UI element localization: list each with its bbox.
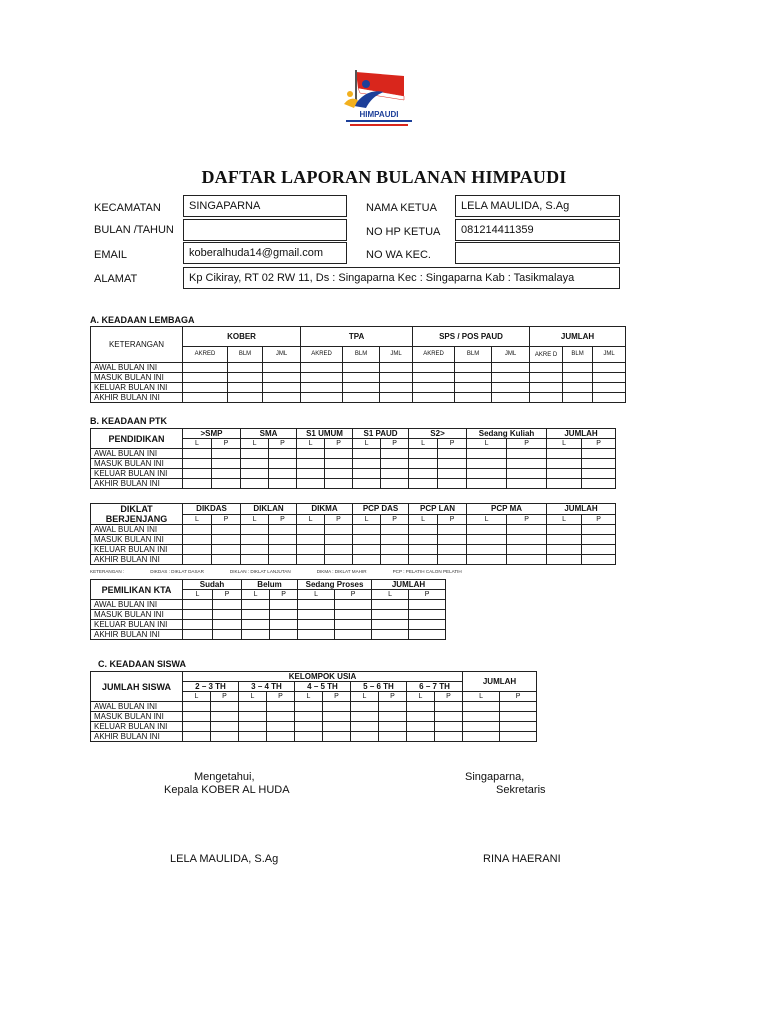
table-row: MASUK BULAN INI [91, 610, 446, 620]
kta-header: PEMILIKAN KTA [91, 580, 183, 600]
kober-header: KOBER [183, 327, 301, 347]
s2-header: S2> [409, 429, 467, 439]
belum-header: Belum [242, 580, 298, 590]
nama-ketua-label: NAMA KETUA [366, 202, 437, 214]
table-row [91, 373, 626, 383]
mengetahui-text: Mengetahui, [194, 771, 255, 783]
section-c-title: C. KEADAAN SISWA [98, 659, 187, 669]
akred-cell: AKRED [413, 347, 455, 363]
diklat-header: DIKLAT BERJENJANG [91, 504, 183, 525]
section-a-title: A. KEADAAN LEMBAGA [90, 315, 195, 325]
row-label: AWAL BULAN INI [91, 363, 183, 373]
pcp-ma-header: PCP MA [467, 504, 547, 515]
table-row: MASUK BULAN INI [91, 535, 616, 545]
logo-underline-red [350, 124, 408, 126]
pendidikan-header: PENDIDIKAN [91, 429, 183, 449]
sekretaris-name: RINA HAERANI [483, 853, 561, 865]
no-hp-label: NO HP KETUA [366, 226, 441, 238]
blm-cell: BLM [563, 347, 593, 363]
jumlah-header: JUMLAH [463, 672, 537, 692]
table-row: AWAL BULAN INI [91, 600, 446, 610]
akred-cell: AKRED [183, 347, 228, 363]
table-row: MASUK BULAN INI [91, 712, 537, 722]
usia-3-4-header: 3 – 4 TH [239, 682, 295, 692]
jml-cell: JML [263, 347, 301, 363]
pendidikan-table: PENDIDIKAN >SMP SMA S1 UMUM S1 PAUD S2> Sedang Kuliah JUMLAH L P L P L P L P L P L P L P AWAL BULAN INI MASUK BULAN INI KELUAR BULAN INI AKHIR BULAN INI [90, 428, 616, 489]
alamat-field[interactable]: Kp Cikiray, RT 02 RW 11, Ds : Singaparna Kec : Singaparna Kab : Tasikmalaya [183, 267, 620, 289]
nama-ketua-field[interactable]: LELA MAULIDA, S.Ag [455, 195, 620, 217]
sedang-proses-header: Sedang Proses [298, 580, 372, 590]
logo-text: HIMPAUDI [359, 110, 399, 119]
table-row: AKHIR BULAN INI [91, 732, 537, 742]
bulan-tahun-label: BULAN /TAHUN [94, 224, 174, 236]
table-row: KELUAR BULAN INI [91, 545, 616, 555]
no-hp-field[interactable]: 081214411359 [455, 219, 620, 241]
table-row: AWAL BULAN INI [91, 449, 616, 459]
jumlah-header: JUMLAH [530, 327, 626, 347]
jml-cell: JML [593, 347, 626, 363]
jumlah-header: JUMLAH [372, 580, 446, 590]
dikma-header: DIKMA [297, 504, 353, 515]
row-label: AKHIR BULAN INI [91, 393, 183, 403]
table-row: AKHIR BULAN INI [91, 630, 446, 640]
diklan-header: DIKLAN [241, 504, 297, 515]
pcp-lan-header: PCP LAN [409, 504, 467, 515]
jml-cell: JML [492, 347, 530, 363]
kepala-title: Kepala KOBER AL HUDA [164, 784, 290, 796]
sedang-kuliah-header: Sedang Kuliah [467, 429, 547, 439]
row-label: KELUAR BULAN INI [91, 383, 183, 393]
kecamatan-field[interactable]: SINGAPARNA [183, 195, 347, 217]
diklat-table: DIKLAT BERJENJANG DIKDAS DIKLAN DIKMA PCP DAS PCP LAN PCP MA JUMLAH L P L P L P L P L P L P L P AWAL BULAN INI MASUK BULAN INI KELUAR BULAN INI AKHIR BULAN INI [90, 503, 616, 565]
s1-paud-header: S1 PAUD [353, 429, 409, 439]
table-row: KELUAR BULAN INI [91, 620, 446, 630]
place-text: Singaparna, [465, 771, 525, 783]
row-label: MASUK BULAN INI [91, 373, 183, 383]
blm-cell: BLM [228, 347, 263, 363]
email-field[interactable]: koberalhuda14@gmail.com [183, 242, 347, 264]
usia-2-3-header: 2 – 3 TH [183, 682, 239, 692]
kelompok-usia-header: KELOMPOK USIA [183, 672, 463, 682]
usia-4-5-header: 4 – 5 TH [295, 682, 351, 692]
table-row: AWAL BULAN INI [91, 702, 537, 712]
smp-header: >SMP [183, 429, 241, 439]
sma-header: SMA [241, 429, 297, 439]
email-label: EMAIL [94, 249, 128, 261]
blm-cell: BLM [343, 347, 380, 363]
pcp-das-header: PCP DAS [353, 504, 409, 515]
sps-header: SPS / POS PAUD [413, 327, 530, 347]
jumlah-header: JUMLAH [547, 504, 616, 515]
table-row [91, 383, 626, 393]
jumlah-header: JUMLAH [547, 429, 616, 439]
table-row: KELUAR BULAN INI [91, 469, 616, 479]
dikdas-header: DIKDAS [183, 504, 241, 515]
no-wa-label: NO WA KEC. [366, 249, 431, 261]
usia-6-7-header: 6 – 7 TH [407, 682, 463, 692]
kecamatan-label: KECAMATAN [94, 202, 161, 214]
table-row [91, 393, 626, 403]
table-row: AKHIR BULAN INI [91, 555, 616, 565]
jml-cell: JML [380, 347, 413, 363]
usia-5-6-header: 5 – 6 TH [351, 682, 407, 692]
kepala-name: LELA MAULIDA, S.Ag [170, 853, 279, 865]
diklat-keterangan-note: KETERANGAN : DIKDAS : DIKLAT DASAR DIKLAN : DIKLAT LANJUTAN DIKMA : DIKLAT MAHIR PCP : PELATIH CALON PELATIH [90, 569, 462, 574]
alamat-label: ALAMAT [94, 273, 138, 285]
siswa-table: JUMLAH SISWA KELOMPOK USIA JUMLAH 2 – 3 TH 3 – 4 TH 4 – 5 TH 5 – 6 TH 6 – 7 TH L P L P L P L P L P L P AWAL BULAN INI MASUK BULAN INI KELUAR BULAN INI AKHIR BULAN INI [90, 671, 537, 742]
akred-cell: AKRE D [530, 347, 563, 363]
no-wa-field[interactable] [455, 242, 620, 264]
table-row: KELUAR BULAN INI [91, 722, 537, 732]
sudah-header: Sudah [183, 580, 242, 590]
table-row [91, 363, 626, 373]
table-row: AWAL BULAN INI [91, 525, 616, 535]
page-title: DAFTAR LAPORAN BULANAN HIMPAUDI [201, 167, 567, 187]
jumlah-siswa-header: JUMLAH SISWA [91, 672, 183, 702]
blm-cell: BLM [455, 347, 492, 363]
akred-cell: AKRED [301, 347, 343, 363]
bulan-tahun-field[interactable] [183, 219, 347, 241]
logo-underline [346, 120, 412, 122]
sekretaris-title: Sekretaris [496, 784, 546, 796]
table-row: MASUK BULAN INI [91, 459, 616, 469]
section-b-title: B. KEADAAN PTK [90, 416, 168, 426]
s1-umum-header: S1 UMUM [297, 429, 353, 439]
keterangan-header: KETERANGAN [91, 327, 183, 363]
lembaga-table [90, 326, 626, 403]
kta-table: PEMILIKAN KTA Sudah Belum Sedang Proses JUMLAH L P L P L P L P AWAL BULAN INI MASUK BULAN INI KELUAR BULAN INI AKHIR BULAN INI [90, 579, 446, 640]
tpa-header: TPA [301, 327, 413, 347]
table-row: AKHIR BULAN INI [91, 479, 616, 489]
himpaudi-logo [336, 66, 422, 130]
